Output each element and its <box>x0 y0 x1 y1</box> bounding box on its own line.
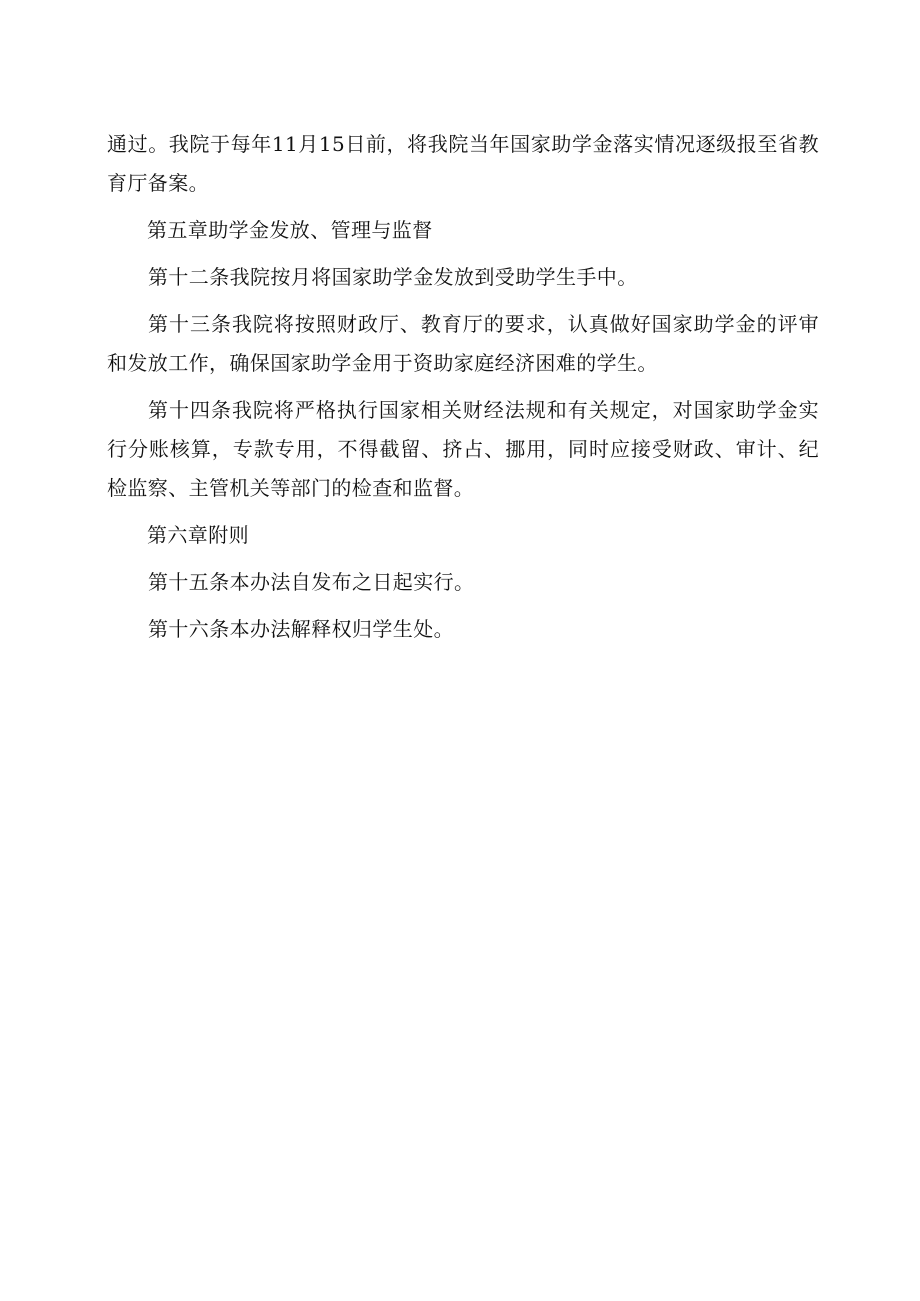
article-13: 第十三条我院将按照财政厅、教育厅的要求，认真做好国家助学金的评审和发放工作，确保国家助学金用于资助家庭经济困难的学生。 <box>107 312 819 375</box>
chapter-heading-6: 第六章附则 <box>147 523 249 547</box>
chapter-heading-5: 第五章助学金发放、管理与监督 <box>147 218 433 242</box>
article-14: 第十四条我院将严格执行国家相关财经法规和有关规定，对国家助学金实行分账核算，专款专用，不得截留、挤占、挪用，同时应接受财政、审计、纪检监察、主管机关等部门的检查和监督。 <box>107 398 819 500</box>
paragraph-continuation: 通过。我院于每年11月15日前，将我院当年国家助学金落实情况逐级报至省教育厅备案。 <box>107 132 819 195</box>
article-16: 第十六条本办法解释权归学生处。 <box>148 617 454 641</box>
article-15: 第十五条本办法自发布之日起实行。 <box>148 570 475 594</box>
document-body <box>107 125 819 657</box>
article-12: 第十二条我院按月将国家助学金发放到受助学生手中。 <box>148 265 638 289</box>
